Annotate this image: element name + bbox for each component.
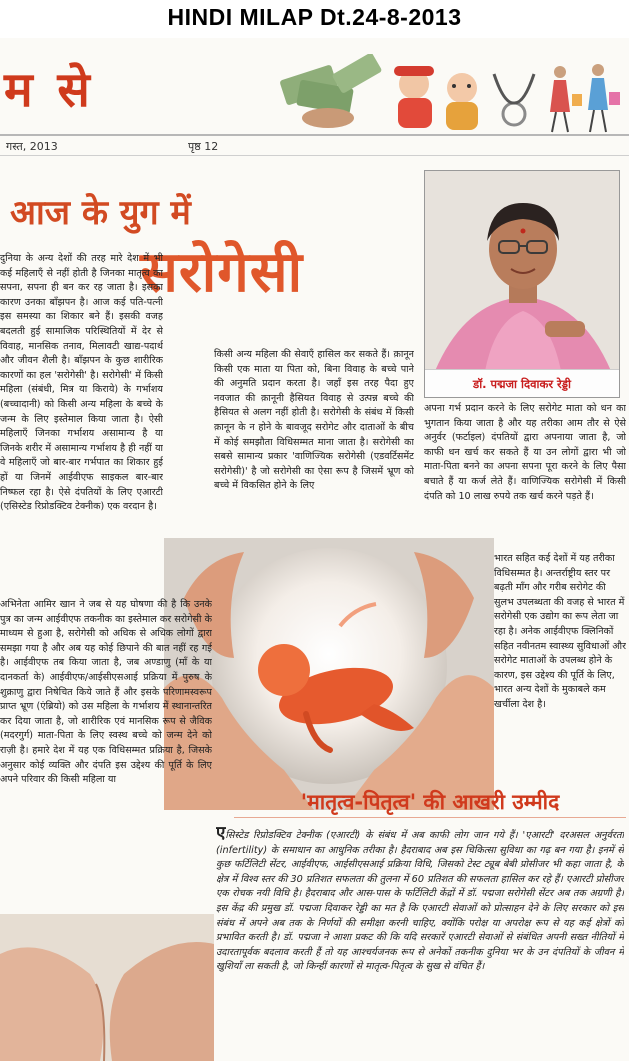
drop-cap: ए bbox=[216, 826, 226, 843]
page-number: पृष्ठ 12 bbox=[188, 140, 219, 153]
article-text: सिस्टेड रिप्रोडक्टिव टेक्नीक (एआरटी) के संबंध में अब काफी लोग जान गये हैं। 'एआरटी' दरअसल अनुर्वरता (infertility) के समाधान का आधुनिक तरीका है। हैदराबाद अब इस चिकित्सा सुविधा का गढ़ बन गया है। इनमें से कुछ फर्टिलिटी सेंटर, आईवीएफ, आईसीएसआई प्रक्रिया विधि, जिसको टेस्ट ट्यूब बेबी प्रोसीजर भी कहा जाता है, के क्षेत्र में विश्व स्तर की 30 प्रतिशत सफलता की तुलना में 60 प्रतिशत की सफलता हासिल कर रहे हैं। एआरटी प्रोसीजर एक रोचक नयी विधि है। हैदराबाद और आस-पास के फर्टिलिटी केंद्रों में डॉ. पद्मजा सरोगेसी सेंटर अब तक अग्रणी है। इस केंद्र की प्रमुख डॉ. पद्मजा दिवाकर रेड्डी का मत है कि एआरटी सेवाओं को प्रोत्साहन देने के लिए सरकार को इस संबंध में अपने अब तक के निर्णयों की समीक्षा करनी चाहिए, क्योंकि परोक्ष या अपरोक्ष रूप से यह कई क्षेत्रों को प्रभावित करती है। डॉ. पद्मजा ने आशा प्रकट की कि यदि सरकारें एआरटी सेवाओं से संबंधित अपनी सख्त नीतियों में उदारतापूर्वक बदलाव करती हैं तो यह आश्चर्यजनक रूप से अनेकों तकनीक दुनिया भर के उन दंपतियों के जीवन में खुशियाँ ला सकती है, जो किन्हीं कारणों से मातृत्व-पितृत्व के सुख से वंचित हैं। bbox=[216, 830, 624, 973]
headline-top: आज के युग में bbox=[10, 193, 191, 233]
divider bbox=[234, 817, 626, 818]
sub-headline: 'मातृत्व-पितृत्व' की आखरी उम्मीद bbox=[300, 790, 560, 814]
doctor-portrait bbox=[424, 170, 620, 398]
article-column-middle bbox=[214, 348, 414, 532]
portrait-caption: डॉ. पद्मजा दिवाकर रेड्डी bbox=[425, 369, 619, 397]
masthead bbox=[0, 54, 629, 134]
cupped-hands-illustration bbox=[0, 914, 214, 1061]
article-column-right bbox=[424, 402, 626, 552]
hands-photo bbox=[0, 914, 214, 1061]
article-column-left bbox=[0, 252, 163, 522]
article-column-left-lower bbox=[0, 598, 212, 914]
article-text: भारत सहित कई देशों में यह तरीका विधिसम्मत है। अन्तर्राष्ट्रीय स्तर पर बढ़ती माँग और गरीब सरोगेट की सुलभ उपलब्धता की वजह से भारत में सरोगेसी एक उद्योग का रूप लेता जा रहा है। अनेक आईवीएफ क्लिनिकों सहित नवीनतम स्वास्थ्य सुविधाओं और सरोगेट माताओं के उपलब्ध होने के कारण, इस उद्देश्य की पूर्ति के लिए, भारत अन्य देशों के मुकाबले कम खर्चीला देश है। bbox=[494, 553, 626, 710]
article-column-bottom bbox=[216, 826, 624, 1056]
article-text: किसी अन्य महिला की सेवाएँ हासिल कर सकते हैं। क़ानून किसी एक माता या पिता को, बिना विवाह के बच्चे पाने की अनुमति प्रदान करता है। जहाँ इस तरह पैदा हुए नवजात की क़ानूनी हैसियत विवाह से उत्पन्न बच्चे की हैसियत से अलग नहीं होती है। सरोगेसी के संबंध में किसी क़ानून के न होने के बावजूद सरोगेट और दाताओं के बीच में कोई समझौता विधिसम्मत माना जाता है। सरोगेसी का सबसे सामान्य प्रकार 'वाणिज्यिक सरोगेसी (एडवर्टिसमेंट सरोगेसी)' है जो सरोगेसी का ऐसा रूप है जिसमें भ्रूण को बच्चे में विकसित होने के लिए bbox=[214, 349, 414, 492]
masthead-title: म से bbox=[4, 62, 94, 118]
article-text: दुनिया के अन्य देशों की तरह मारे देश में भी कई महिलाएँ से नहीं होती है जिनका मातृत्व का सपना, सपना ही बन कर रह जाता है। इसका कारण उनका बाँझपन है। आज कई पति-पत्नी इस समस्या का शिकार बने हैं। इसकी वजह बदलती हुई सामाजिक परिस्थितियों में देर से विवाह, मानसिक तनाव, मिलावटी खाद्य-पदार्थ और जीवन शैली है। बाँझपन के कुछ शारीरिक कारणों का हल 'सरोगेसी' है। सरोगेसी' में किसी महिला (संबंधी, मित्र या किराये) के गर्भाशय (बच्चादानी) को किसी अन्य महिला के बच्चे के जन्म के लिए इस्तेमाल किया जाता है। ऐसी महिलाएँ जिनका गर्भाशय असामान्य है या जिनके शरीर में असामान्य गर्भाशय है ही नहीं या वे महिलाएँ जो बार-बार गर्भपात का शिकार हुई हों या जिनमें आईवीएफ साइकल बार-बार निष्फल रहा है। ऐसे दंपतियों के लिए एआरटी (एसिस्टेड रिप्रोडक्टिव टेक्नीक) एक वरदान है। bbox=[0, 253, 163, 513]
article-text: अभिनेता आमिर खान ने जब से यह घोषणा की है कि उनके पुत्र का जन्म आईवीएफ तकनीक का इस्तेमाल कर सरोगेसी के माध्यम से हुआ है, सरोगेसी को अधिक से अधिक लोगों द्वारा समझा गया है और अब यह कोई छिपाने की बात नहीं रह गई है। आईवीएफ तब किया जाता है, जब अण्डाणु (माँ के या दानकर्ता के) आईवीएफ/आईसीएसआई प्रक्रिया में पुरुष के शुक्राणु द्वारा निषेचित किये जाते हैं और इसके परिणामस्वरूप प्राप्त भ्रूण (एंब्रियो) को उस महिला के गर्भाशय में स्थानान्तरित कर दिया जाता है, जो शारीरिक एवं मानसिक रूप से जैविक (मदरगुर्ग) माता-पिता के लिए स्वस्थ बच्चे को जन्म देने को राज़ी है। हमारे देश में यह एक विधिसम्मत प्रक्रिया है, जिसके अनुसार कोई व्यक्ति और दंपति इस उद्देश्य की पूर्ति के लिए अपने परिवार की किसी महिला या bbox=[0, 599, 212, 786]
article-text: अपना गर्भ प्रदान करने के लिए सरोगेट माता को धन का भुगतान किया जाता है और यह तरीका आम तौर से ऐसे अनुर्वर (फर्टाइल) दंपतियों द्वारा अपनाया जाता है, जो काफी धन खर्च कर सकते हैं या उन लोगों द्वारा भी जो माता-पिता बनने का अपना सपना पूरा करने के लिए पैसा बचाते हैं या कर्ज लेते हैं। वाणिज्यिक सरोगेसी में किसी दंपति को 10 लाख रुपये तक खर्च करने पड़ते हैं। bbox=[424, 403, 626, 502]
article-column-right-lower bbox=[494, 552, 626, 792]
masthead-illustration bbox=[268, 54, 629, 134]
dateline-bar bbox=[0, 134, 629, 156]
issue-date: गस्त, 2013 bbox=[6, 140, 58, 153]
embryo-illustration bbox=[164, 538, 494, 810]
clipping-caption: HINDI MILAP Dt.24-8-2013 bbox=[167, 4, 462, 30]
doctor-photo bbox=[425, 171, 620, 371]
embryo-photo bbox=[164, 538, 494, 810]
headline-main: सरोगेसी bbox=[140, 240, 304, 305]
